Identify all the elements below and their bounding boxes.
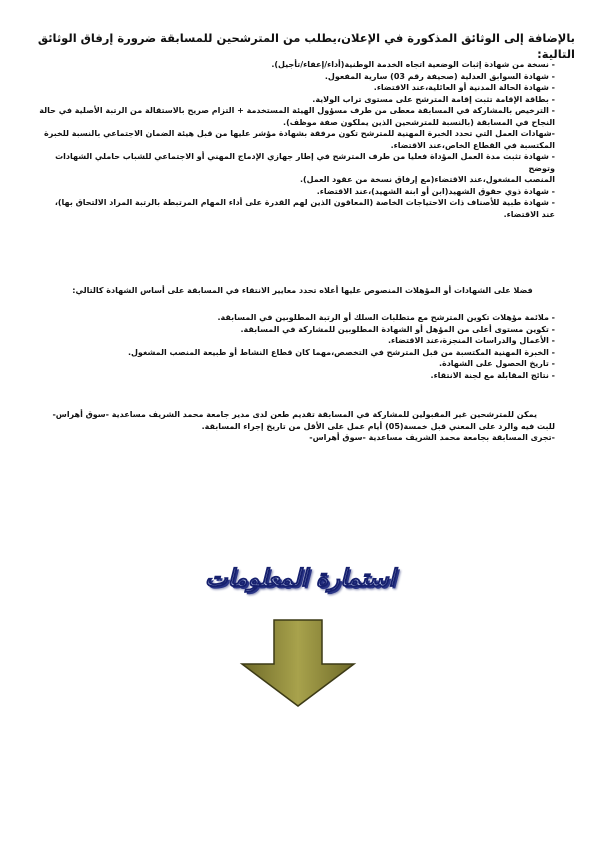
list-item: المكتسبة في القطاع الخاص،عند الاقتضاء. bbox=[390, 140, 555, 150]
list-item: - نتائج المقابلة مع لجنة الانتقاء. bbox=[430, 370, 555, 380]
list-item: - الترخيص بالمشاركة في المسابقة معطى من طرف مسؤول الهيئة المستخدمة + التزام صريح بالاستقالة من الرتبة الأصلية في حالة bbox=[39, 106, 555, 115]
closing-notes bbox=[20, 409, 555, 444]
criteria-intro: فضلا على الشهادات أو المؤهلات المنصوص عليها أعلاه تحدد معايير الانتقاء في المسابقة على أساس الشهادة كالتالي: bbox=[72, 286, 533, 295]
venue-note: -تجرى المسابقة بجامعة محمد الشريف مساعدية -سوق أهراس- bbox=[309, 433, 555, 442]
list-item: - تكوين مستوى أعلى من المؤهل أو الشهادة المطلوبين للمشاركة في المسابقة. bbox=[240, 324, 555, 334]
list-item: - تاريخ الحصول على الشهادة. bbox=[438, 359, 555, 368]
list-item: المنصب المشغول،عند الاقتضاء(مع إرفاق نسخة من عقود العمل). bbox=[299, 175, 555, 184]
info-form-banner: استمارة المعلومات bbox=[204, 563, 396, 592]
appeal-note-continued: للبت فيه والرد على المعني قبل خمسة(05) أيام عمل على الأقل من تاريخ إجراء المسابقة. bbox=[201, 421, 555, 431]
list-item: - شهادة السوابق العدلية (صحيفة رقم 03) سارية المفعول. bbox=[324, 71, 555, 81]
list-item: - الأعمال والدراسات المنجزة،عند الاقتضاء. bbox=[388, 336, 555, 345]
arrow-shape bbox=[242, 620, 354, 706]
required-documents-list bbox=[30, 59, 555, 220]
list-item: - شهادة الحالة المدنية أو العائلية،عند الاقتضاء. bbox=[373, 83, 555, 92]
down-arrow-icon bbox=[238, 618, 358, 708]
list-item: - شهادة تثبت مدة العمل المؤداة فعليا من طرف المترشح في إطار جهازي الإدماج المهني أو الاجتماعي للشباب حاملي الشهادات وتوضح bbox=[55, 152, 555, 173]
list-item: - شهادة ذوي حقوق الشهيد(ابن أو ابنة الشهيد)،عند الاقتضاء. bbox=[316, 186, 555, 196]
list-item: - بطاقة الإقامة تثبت إقامة المترشح على مستوى تراب الولاية. bbox=[312, 94, 555, 104]
page-title: بالإضافة إلى الوثائق المذكورة في الإعلان،يطلب من المترشحين للمسابقة ضرورة إرفاق الوثائق التالية: bbox=[37, 31, 575, 61]
list-item: - ملائمة مؤهلات تكوين المترشح مع متطلبات السلك أو الرتبة المطلوبين في المسابقة. bbox=[217, 313, 555, 322]
list-item: -شهادات العمل التي تحدد الخبرة المهنية للمترشح تكون مرفقة بشهادة مؤشر عليها من قبل هيئة الضمان الاجتماعي بالنسبة للخبرة bbox=[44, 129, 555, 138]
selection-criteria-list bbox=[30, 312, 555, 381]
list-item: - الخبرة المهنية المكتسبة من قبل المترشح في التخصص،مهما كان قطاع النشاط أو طبيعة المنصب المشغول. bbox=[127, 347, 555, 357]
list-item: - شهادة طبية للأصناف ذات الاحتياجات الخاصة (المعاقون الذين لهم القدرة على أداء المهام المرتبطة بالرتبة المراد الالتحاق بها)، bbox=[54, 198, 555, 207]
list-item: عند الاقتضاء. bbox=[503, 209, 555, 219]
appeal-note: يمكن للمترشحين غير المقبولين للمشاركة في المسابقة تقديم طعن لدى مدير جامعة محمد الشريف مساعدية -سوق أهراس- bbox=[52, 410, 537, 419]
list-item: - نسخة من شهادة إثبات الوضعية اتجاه الخدمة الوطنية(أداء/إعفاء/تأجيل). bbox=[271, 60, 555, 69]
list-item: النجاح في المسابقة (بالنسبة للمترشحين الذين يملكون صفة موظف). bbox=[283, 117, 555, 127]
